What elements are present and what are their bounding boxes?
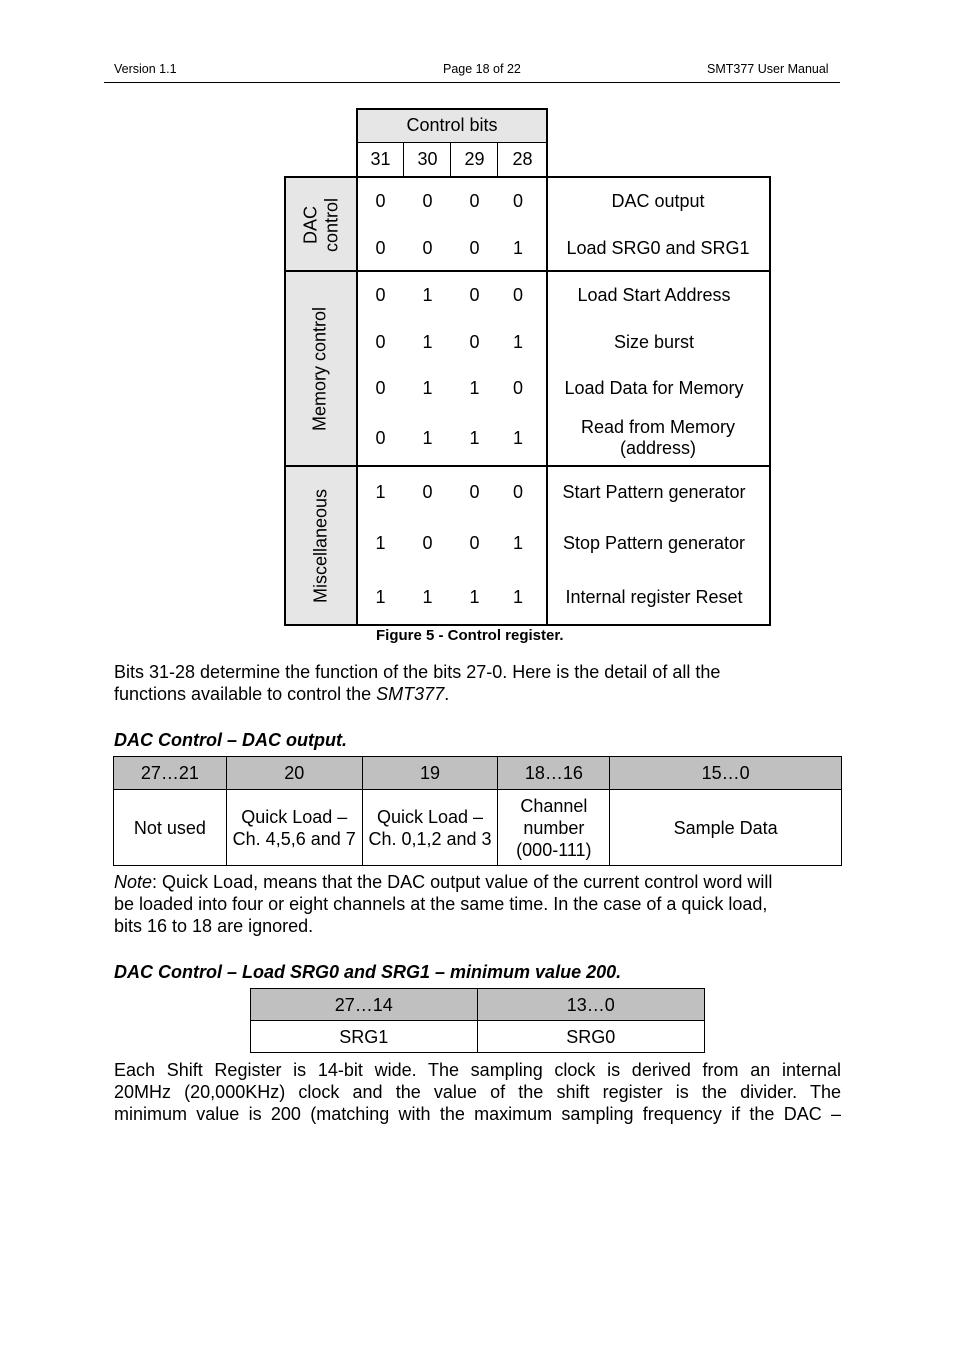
function-label: Load Data for Memory — [564, 377, 744, 398]
function-label: Load SRG0 and SRG1 — [566, 237, 750, 258]
bit-value: 0 — [469, 331, 480, 352]
dac-output-heading: DAC Control – DAC output. — [114, 730, 347, 750]
bit-value: 0 — [422, 481, 433, 502]
table-header-row — [114, 757, 842, 790]
srg-table — [250, 988, 705, 1053]
bit-value: 1 — [375, 532, 386, 553]
bit-value: 0 — [375, 237, 386, 258]
bit-value: 1 — [375, 586, 386, 607]
table-row — [251, 1021, 705, 1053]
version-label: Version 1.1 — [114, 62, 177, 76]
bit-value: 0 — [469, 532, 480, 553]
control-bits-title: Control bits — [357, 109, 547, 142]
shift-register-paragraph: Each Shift Register is 14-bit wide. The sampling clock is derived from an internal 20MHz (20,000KHz) clock and the value of the shift register is the divider. The minimum value is 200 (matching with the maximum sampling frequency if the DAC – — [114, 1060, 841, 1124]
bit-value: 1 — [422, 586, 433, 607]
table-cell: Quick Load – Ch. 4,5,6 and 7 — [226, 790, 362, 866]
bit-value: 0 — [375, 377, 386, 398]
column-header: 13…0 — [477, 989, 705, 1021]
bit-value: 0 — [422, 532, 433, 553]
bit-value: 1 — [375, 481, 386, 502]
table-cell: SRG1 — [251, 1021, 478, 1053]
bit-value: 0 — [512, 190, 523, 211]
bit-value: 0 — [512, 284, 523, 305]
bit-value: 0 — [512, 481, 523, 502]
header-rule — [104, 82, 840, 83]
intro-paragraph: Bits 31-28 determine the function of the bits 27-0. Here is the detail of all the functions available to control the SMT377. — [114, 662, 721, 704]
bit-value: 1 — [469, 377, 480, 398]
memory-control-label: Memory control — [309, 306, 329, 432]
bit-31: 31 — [370, 149, 391, 169]
dac-output-table — [113, 756, 842, 866]
page-number: Page 18 of 22 — [443, 62, 521, 76]
bit-value: 1 — [422, 427, 433, 448]
note-paragraph: Note: Quick Load, means that the DAC output value of the current control word will be loaded into four or eight channels at the same time. In the case of a quick load, bits 16 to 18 are ignored. — [114, 872, 773, 936]
bit-value: 1 — [512, 586, 523, 607]
bit-value: 1 — [512, 237, 523, 258]
table-cell: Sample Data — [610, 790, 842, 866]
manual-title: SMT377 User Manual — [707, 62, 829, 76]
bit-value: 0 — [375, 284, 386, 305]
column-header: 27…14 — [251, 989, 478, 1021]
column-header: 20 — [226, 757, 362, 790]
function-label: Start Pattern generator — [562, 481, 746, 502]
bit-value: 1 — [469, 427, 480, 448]
bit-value: 1 — [512, 427, 523, 448]
bit-value: 0 — [375, 331, 386, 352]
bit-value: 1 — [512, 331, 523, 352]
function-label: Size burst — [613, 331, 695, 352]
bit-value: 1 — [512, 532, 523, 553]
function-label: Read from Memory (address) — [580, 417, 736, 458]
bit-value: 1 — [422, 377, 433, 398]
bit-29: 29 — [464, 149, 485, 169]
bit-value: 1 — [469, 586, 480, 607]
table-cell: Quick Load – Ch. 0,1,2 and 3 — [362, 790, 498, 866]
bit-value: 1 — [422, 331, 433, 352]
function-label: DAC output — [611, 190, 705, 211]
column-header: 18…16 — [498, 757, 610, 790]
bit-value: 0 — [512, 377, 523, 398]
miscellaneous-label: Miscellaneous — [310, 488, 330, 604]
column-header: 15…0 — [610, 757, 842, 790]
function-label: Load Start Address — [577, 284, 731, 305]
table-cell: SRG0 — [477, 1021, 705, 1053]
function-label: Internal register Reset — [565, 586, 743, 607]
table-cell: Not used — [114, 790, 227, 866]
figure-caption: Figure 5 - Control register. — [376, 627, 564, 644]
table-row — [114, 790, 842, 866]
bit-value: 0 — [422, 237, 433, 258]
bit-value: 1 — [422, 284, 433, 305]
bit-value: 0 — [422, 190, 433, 211]
bit-value: 0 — [375, 190, 386, 211]
bit-value: 0 — [469, 284, 480, 305]
bit-28: 28 — [512, 149, 533, 169]
srg-heading: DAC Control – Load SRG0 and SRG1 – minimum value 200. — [114, 962, 622, 982]
table-cell: Channel number (000-111) — [498, 790, 610, 866]
column-header: 27…21 — [114, 757, 227, 790]
function-label: Stop Pattern generator — [562, 532, 746, 553]
dac-control-label: DAC control — [300, 197, 342, 253]
bit-value: 0 — [375, 427, 386, 448]
bit-value: 0 — [469, 190, 480, 211]
bit-value: 0 — [469, 237, 480, 258]
column-header: 19 — [362, 757, 498, 790]
bit-value: 0 — [469, 481, 480, 502]
table-header-row — [251, 989, 705, 1021]
bit-30: 30 — [417, 149, 438, 169]
